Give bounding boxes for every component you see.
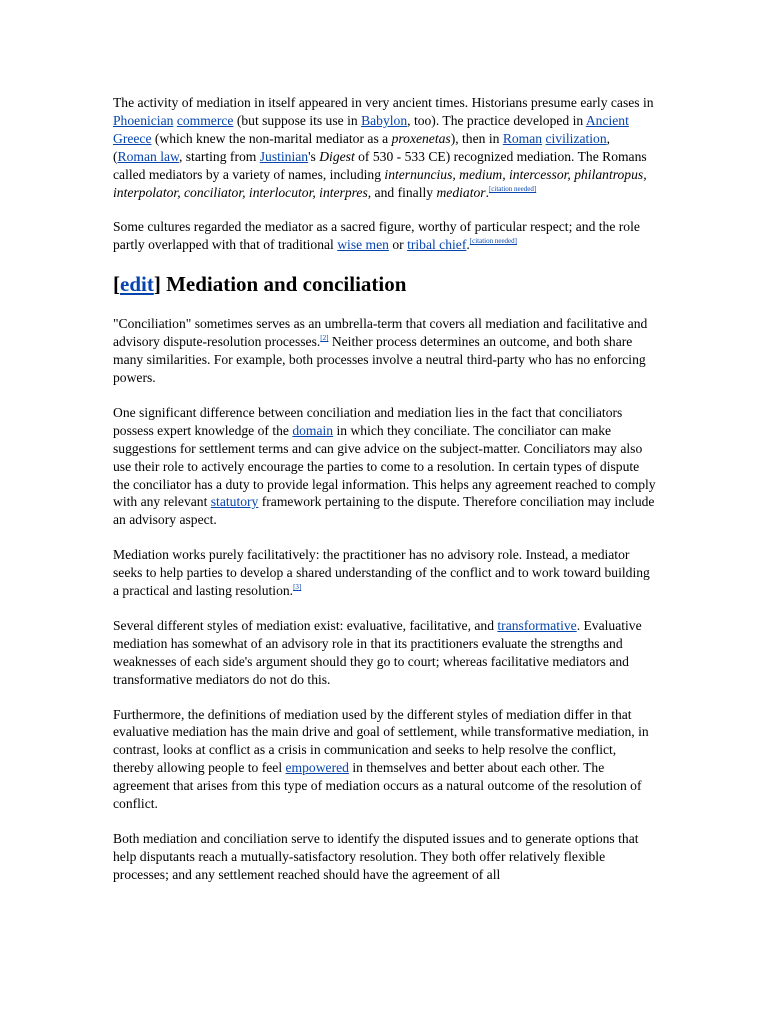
link-empowered[interactable]: empowered (285, 760, 349, 776)
citation-needed-link[interactable]: [citation needed] (488, 184, 537, 193)
paragraph-styles: Several different styles of mediation exist: evaluative, facilitative, and transformative. Evaluative mediation has somewhat of an advisory role in that its practitioners evaluate the strengths and weaknesses of each side's argument should they go to court; whereas facilitative mediators and transformative mediators do not do this. (113, 617, 642, 687)
paragraph-both-serve: Both mediation and conciliation serve to identify the disputed issues and to generate options that help disputants reach a mutually-satisfactory resolution. They both offer relatively flexible processes; and any settlement reached should have the agreement of all (113, 831, 639, 882)
paragraph-definitions: Furthermore, the definitions of mediation used by the different styles of mediation differ in that evaluative mediation has the main drive and goal of settlement, while transformative mediation, in contrast, looks at conflict as a crisis in communication and seeks to help resolve the conflict, thereby allowing people to feel empowered in themselves and better about each other. The agreement that arises from this type of mediation occurs as a natural outcome of the resolution of conflict. (113, 706, 649, 812)
link-phoenician[interactable]: Phoenician (113, 112, 174, 128)
paragraph-difference: One significant difference between conciliation and mediation lies in the fact that conciliators possess expert knowledge of the domain in which they conciliate. The conciliator can make suggestions for settlement terms and can give advice on the subject-matter. Conciliators may also use their role to actively encourage the parties to come to a resolution. In certain types of dispute the conciliator has a duty to provide legal information. This helps any agreement reached to comply with any relevant statutory framework pertaining to the dispute. Therefore conciliation may include an advisory aspect. (113, 404, 656, 528)
reference-link-2[interactable]: [2] (320, 334, 329, 343)
citation-needed-superscript (489, 185, 536, 193)
reference-link-3[interactable]: [3] (293, 583, 302, 592)
edit-section-link[interactable]: edit (120, 272, 154, 297)
link-commerce[interactable]: commerce (176, 112, 234, 128)
link-wise-men[interactable]: wise men (337, 237, 389, 253)
link-justinian[interactable]: Justinian (259, 148, 309, 164)
section-title: Mediation and conciliation (160, 272, 407, 297)
link-roman[interactable]: Roman (502, 130, 543, 146)
paragraph-sacred-figure: Some cultures regarded the mediator as a sacred figure, worthy of particular respect; and the role partly overlapped with that of traditional wise men or tribal chief.[citation needed] (113, 219, 640, 253)
link-ancient-greece[interactable]: Ancient Greece (113, 112, 629, 146)
citation-needed-link[interactable]: [citation needed] (469, 237, 517, 246)
link-tribal-chief[interactable]: tribal chief (407, 237, 467, 253)
citation-needed-superscript (470, 237, 517, 245)
paragraph-facilitative: Mediation works purely facilitatively: the practitioner has no advisory role. Instead, a mediator seeks to help parties to develop a shared understanding of the conflict and to work toward building a practical and lasting resolution.[3] (113, 547, 650, 599)
link-roman-law[interactable]: Roman law (117, 148, 179, 164)
link-transformative[interactable]: transformative (497, 617, 577, 633)
paragraph-conciliation-umbrella: "Conciliation" sometimes serves as an umbrella-term that covers all mediation and facilitative and advisory dispute-resolution processes.[2] Neither process determines an outcome, and both share many similarities. For example, both processes involve a neutral third-party who has no enforcing powers. (113, 316, 648, 385)
paragraph-history: The activity of mediation in itself appeared in very ancient times. Historians presume early cases in Phoenician commerce (but suppose its use in Babylon, too). The practice developed in Ancient Greece (which knew the non-marital mediator as a proxenetas), then in Roman civilization, (Roman law, starting from Justinian's Digest of 530 - 533 CE) recognized mediation. The Romans called mediators by a variety of names, including internuncius, medium, intercessor, philantropus, interpolator, conciliator, interlocutor, interpres, and finally mediator.[citation needed] (113, 95, 654, 200)
reference-superscript (293, 583, 301, 591)
article-body (113, 94, 657, 901)
link-civilization[interactable]: civilization (545, 130, 607, 146)
section-heading: [edit] Mediation and conciliation (113, 272, 407, 297)
link-domain[interactable]: domain (292, 422, 334, 438)
link-babylon[interactable]: Babylon (361, 112, 408, 128)
link-statutory[interactable]: statutory (210, 494, 259, 510)
